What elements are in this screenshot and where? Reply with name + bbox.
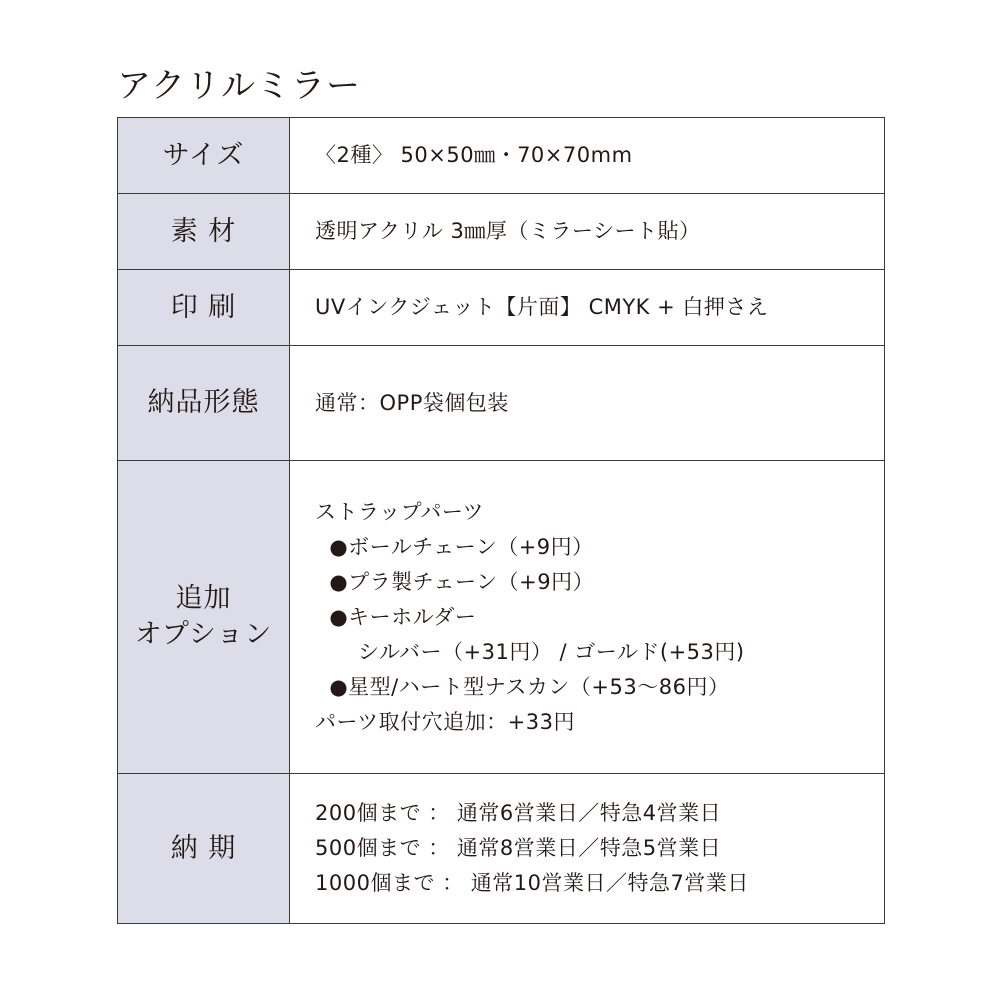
label-text: 追加 [175, 583, 232, 614]
option-line: ●キーホルダー [315, 604, 477, 629]
label-text: 納 期 [170, 832, 237, 864]
value-text: 〈2種〉 50×50㎜・70×70mm [315, 143, 633, 167]
lead-time-line: 1000個まで ： 通常10営業日／特急7営業日 [315, 871, 749, 895]
label-text: サイズ [162, 139, 245, 171]
spec-row-lead-time [118, 774, 885, 924]
spec-table [117, 117, 885, 924]
option-line: ●ボールチェーン（+9円） [315, 534, 594, 559]
value-text: 透明アクリル 3㎜厚（ミラーシート貼） [315, 219, 701, 243]
spec-row-delivery-form [118, 346, 885, 461]
value-text: 通常：OPP袋個包装 [315, 390, 509, 415]
option-line: パーツ取付穴追加：+33円 [315, 709, 575, 734]
spec-value-delivery-form [290, 346, 885, 461]
spec-row-print [118, 270, 885, 346]
page-title: アクリルミラー [117, 66, 361, 106]
lead-time-line: 200個まで ： 通常6営業日／特急4営業日 [315, 801, 722, 825]
option-line: ●星型/ハート型ナスカン（+53～86円） [315, 674, 730, 699]
spec-value-lead-time [290, 774, 885, 924]
value-text: UVインクジェット【片面】 CMYK + 白押さえ [315, 295, 769, 319]
spec-value-print [290, 270, 885, 346]
spec-value-options [290, 461, 885, 774]
spec-label-options [118, 461, 290, 774]
spec-label-delivery-form [118, 346, 290, 461]
spec-row-material [118, 194, 885, 270]
spec-row-options [118, 461, 885, 774]
spec-label-lead-time [118, 774, 290, 924]
spec-label-material [118, 194, 290, 270]
label-text: 素 材 [170, 215, 237, 247]
option-line: シルバー（+31円） / ゴールド(+53円) [315, 639, 745, 664]
label-text: オプション [134, 619, 273, 650]
label-text: 印 刷 [170, 291, 237, 323]
label-text: 納品形態 [147, 387, 260, 418]
spec-row-size [118, 118, 885, 194]
spec-label-print [118, 270, 290, 346]
spec-value-size [290, 118, 885, 194]
option-line: ●プラ製チェーン（+9円） [315, 569, 595, 594]
spec-value-material [290, 194, 885, 270]
lead-time-line: 500個まで ： 通常8営業日／特急5営業日 [315, 836, 722, 860]
spec-label-size [118, 118, 290, 194]
option-line: ストラップパーツ [315, 499, 485, 524]
